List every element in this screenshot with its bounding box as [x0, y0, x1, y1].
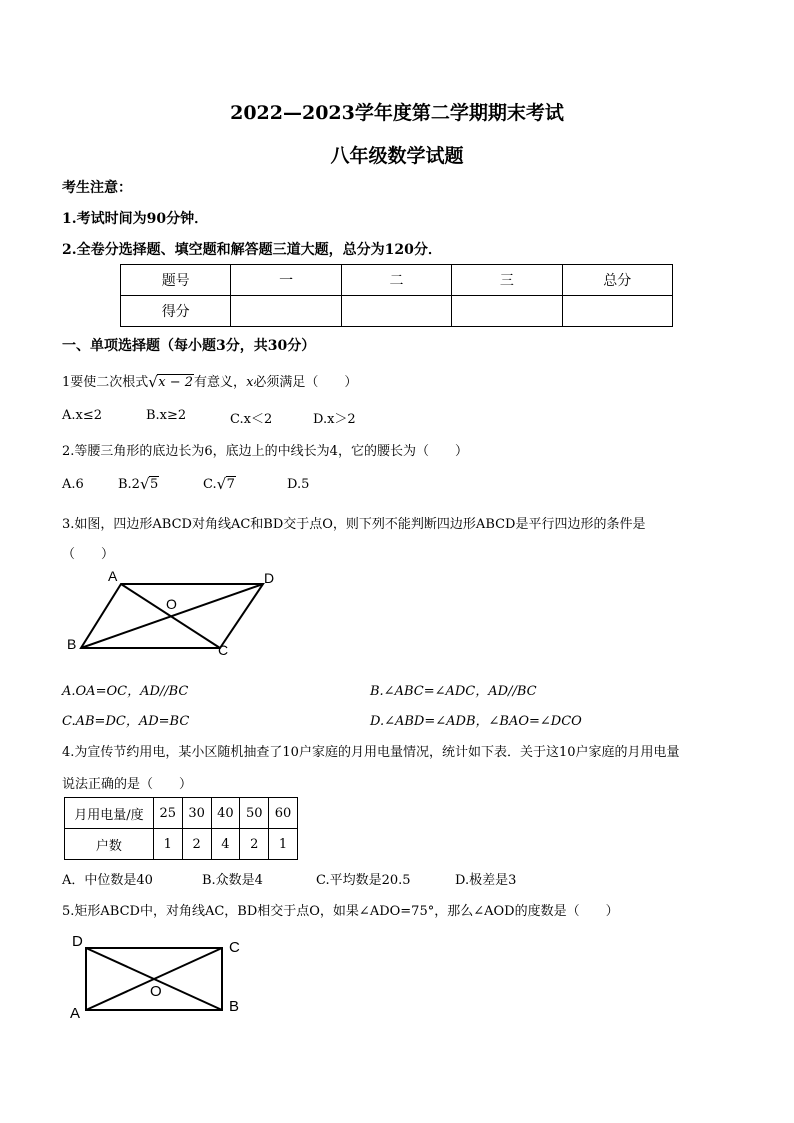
vertex-label-a: A [70, 1005, 81, 1022]
vertex-label-d: D [72, 933, 83, 950]
vertex-label-d: D [264, 570, 275, 586]
question-4-stem-line-1: 4.为宣传节约用电，某小区随机抽查了10户家庭的月用电量情况，统计如下表．关于这10户家庭的月用电量 [62, 745, 680, 760]
score-table-header: 二 [341, 265, 451, 296]
q2-option-a: A.6 [62, 477, 84, 492]
sqrt-expression [140, 477, 159, 492]
vertex-label-a: A [108, 568, 118, 584]
q1-option-b: B.x≥2 [146, 408, 187, 423]
electricity-row-label: 月用电量/度 [65, 798, 154, 829]
q4-option-a: A．中位数是40 [62, 873, 153, 888]
question-5-stem: 5.矩形ABCD中，对角线AC，BD相交于点O，如果∠ADO=75°，那么∠AOD的度数是（ ） [62, 904, 619, 919]
radicand: x − 2 [158, 375, 194, 390]
q1-var: x [246, 375, 254, 390]
q3-option-d: D.∠ABD=∠ADB，∠BAO=∠DCO [370, 714, 582, 729]
q2-option-d: D.5 [287, 477, 310, 492]
radicand: 5 [149, 477, 159, 492]
radicand: 7 [226, 477, 235, 492]
household-count: 1 [269, 829, 298, 860]
household-count: 2 [240, 829, 269, 860]
q2-option-c-prefix: C. [203, 477, 217, 492]
question-3-stem-line-1: 3.如图，四边形ABCD对角线AC和BD交于点O，则下列不能判断四边形ABCD是平行四边形的条件是 [62, 517, 646, 532]
q1-option-a: A.x≤2 [62, 408, 103, 423]
score-table-header: 题号 [121, 265, 231, 296]
electricity-table-row [65, 798, 298, 829]
q3-option-c: C.AB=DC，AD=BC [62, 714, 190, 729]
q2-option-b [118, 477, 159, 492]
q1-option-c: C.x＜2 [230, 412, 273, 427]
diagonal-bd [81, 584, 263, 648]
score-table-row-label: 得分 [121, 296, 231, 327]
notice-heading: 考生注意： [62, 180, 132, 196]
q3-option-b: B.∠ABC=∠ADC，AD//BC [370, 684, 537, 699]
vertex-label-b: B [67, 636, 77, 652]
score-cell [452, 296, 562, 327]
q4-option-d: D.极差是3 [455, 873, 517, 888]
household-count: 1 [153, 829, 182, 860]
q4-option-c: C.平均数是20.5 [316, 873, 411, 888]
electricity-value: 25 [153, 798, 182, 829]
q1-stem-b: 有意义， [194, 375, 247, 390]
q2-option-c [203, 477, 236, 492]
sqrt-expression [148, 375, 194, 390]
q1-stem-a: 1要使二次根式 [62, 375, 149, 390]
electricity-value: 30 [182, 798, 211, 829]
score-table [120, 264, 673, 327]
question-2-stem: 2.等腰三角形的底边长为6，底边上的中线长为4，它的腰长为（ ） [62, 444, 468, 459]
electricity-value: 50 [240, 798, 269, 829]
exam-title: 2022—2023学年度第二学期期末考试 [230, 102, 564, 124]
vertex-label-c: C [218, 642, 229, 658]
question-3-stem-line-2: （ ） [62, 547, 115, 562]
household-row-label: 户数 [65, 829, 154, 860]
radical-sign-icon: √ [148, 373, 158, 391]
q2-option-b-prefix: B.2 [118, 477, 140, 492]
household-count-row [65, 829, 298, 860]
sqrt-expression [217, 477, 236, 492]
electricity-value: 60 [269, 798, 298, 829]
score-table-header: 一 [231, 265, 341, 296]
section-1-heading: 一、单项选择题（每小题3分，共30分） [62, 338, 316, 354]
q4-option-b: B.众数是4 [202, 873, 263, 888]
score-table-header: 三 [452, 265, 562, 296]
radical-sign-icon: √ [216, 475, 227, 493]
notice-item-2: 2.全卷分选择题、填空题和解答题三道大题，总分为120分． [62, 242, 442, 258]
score-cell [562, 296, 672, 327]
center-label-o: O [166, 596, 177, 612]
q1-stem-c: 必须满足（ ） [253, 375, 358, 390]
vertex-label-b: B [229, 998, 240, 1015]
vertex-label-c: C [229, 939, 240, 956]
center-label-o: O [150, 983, 162, 1000]
household-count: 4 [211, 829, 240, 860]
radical-sign-icon: √ [139, 475, 150, 493]
q3-option-a: A.OA=OC，AD//BC [62, 684, 189, 699]
electricity-value: 40 [211, 798, 240, 829]
q1-option-d: D.x＞2 [313, 412, 356, 427]
question-4-stem-line-2: 说法正确的是（ ） [62, 777, 193, 792]
score-cell [231, 296, 341, 327]
exam-subtitle: 八年级数学试题 [330, 145, 464, 167]
notice-item-1: 1.考试时间为90分钟． [62, 211, 209, 227]
score-cell [341, 296, 451, 327]
question-1-stem [62, 371, 357, 390]
score-table-header-row [121, 265, 673, 296]
parallelogram-figure [60, 565, 290, 660]
score-table-row [121, 296, 673, 327]
electricity-table [64, 797, 298, 860]
score-table-header: 总分 [562, 265, 672, 296]
rectangle-figure [62, 928, 262, 1028]
household-count: 2 [182, 829, 211, 860]
